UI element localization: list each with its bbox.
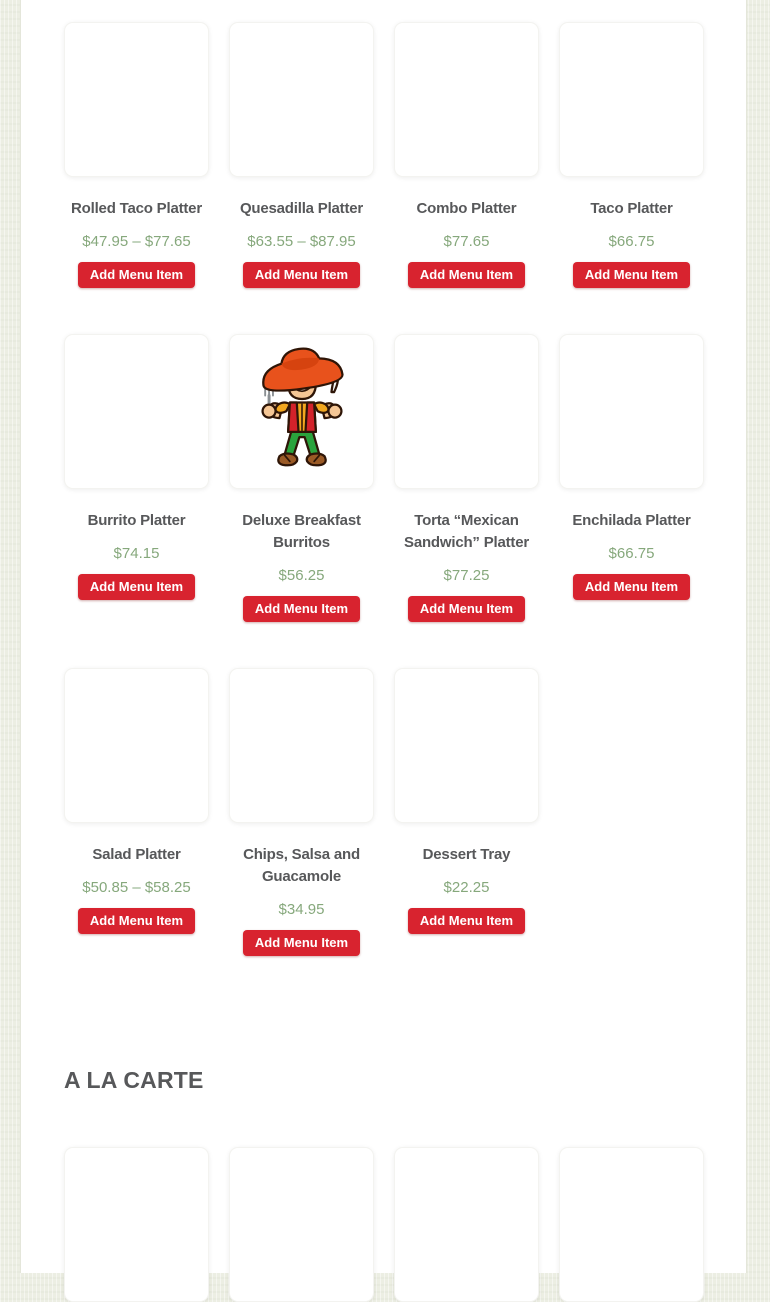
product-image-placeholder[interactable] <box>394 22 539 177</box>
product-title[interactable]: Taco Platter <box>590 200 673 217</box>
menu-section <box>64 1065 704 1302</box>
section-heading-a-la-carte: A LA CARTE <box>64 1067 204 1093</box>
product-price: $66.75 <box>608 545 655 562</box>
product-title[interactable]: Quesadilla Platter <box>239 200 364 217</box>
product-card <box>394 668 539 934</box>
add-menu-item-button[interactable]: Add Menu Item <box>408 908 525 934</box>
product-image-placeholder[interactable] <box>394 334 539 489</box>
product-image-mascot[interactable] <box>229 334 374 489</box>
add-menu-item-button[interactable]: Add Menu Item <box>573 262 690 288</box>
product-card <box>394 1147 539 1302</box>
product-title[interactable]: Deluxe Breakfast Burritos <box>242 512 361 551</box>
product-title[interactable]: Salad Platter <box>92 846 181 863</box>
add-menu-item-button[interactable]: Add Menu Item <box>243 596 360 622</box>
add-menu-item-button[interactable]: Add Menu Item <box>408 596 525 622</box>
product-title[interactable]: Combo Platter <box>416 200 517 217</box>
product-price: $63.55 – $87.95 <box>247 233 356 250</box>
add-menu-item-button[interactable]: Add Menu Item <box>78 574 195 600</box>
product-card <box>229 22 374 288</box>
product-price: $50.85 – $58.25 <box>82 879 191 896</box>
product-image-placeholder[interactable] <box>394 668 539 823</box>
product-price: $34.95 <box>278 901 325 918</box>
product-image-placeholder[interactable] <box>394 1147 539 1302</box>
platters-grid <box>64 22 704 956</box>
product-card <box>64 1147 209 1302</box>
product-image-placeholder[interactable] <box>559 334 704 489</box>
product-image-placeholder[interactable] <box>559 1147 704 1302</box>
product-price: $22.25 <box>443 879 490 896</box>
a-la-carte-grid <box>64 1147 704 1302</box>
product-title[interactable]: Dessert Tray <box>422 846 511 863</box>
product-price: $47.95 – $77.65 <box>82 233 191 250</box>
product-price: $56.25 <box>278 567 325 584</box>
product-card <box>394 334 539 622</box>
product-card <box>229 668 374 956</box>
product-card <box>229 334 374 622</box>
product-price: $77.65 <box>443 233 490 250</box>
add-menu-item-button[interactable]: Add Menu Item <box>78 908 195 934</box>
product-image-placeholder[interactable] <box>229 668 374 823</box>
menu-section <box>64 22 704 956</box>
add-menu-item-button[interactable]: Add Menu Item <box>408 262 525 288</box>
product-title[interactable]: Enchilada Platter <box>572 512 691 529</box>
product-title[interactable]: Burrito Platter <box>87 512 186 529</box>
product-price: $77.25 <box>443 567 490 584</box>
product-title[interactable]: Rolled Taco Platter <box>71 200 202 217</box>
product-card <box>229 1147 374 1302</box>
product-card <box>64 668 209 934</box>
add-menu-item-button[interactable]: Add Menu Item <box>243 262 360 288</box>
product-card <box>559 1147 704 1302</box>
product-card <box>394 22 539 288</box>
mexican-chef-mascot-image <box>250 346 354 478</box>
add-menu-item-button[interactable]: Add Menu Item <box>573 574 690 600</box>
product-price: $66.75 <box>608 233 655 250</box>
product-image-placeholder[interactable] <box>64 1147 209 1302</box>
product-title[interactable]: Chips, Salsa and Guacamole <box>243 846 360 885</box>
product-image-placeholder[interactable] <box>229 22 374 177</box>
product-card <box>64 334 209 600</box>
add-menu-item-button[interactable]: Add Menu Item <box>243 930 360 956</box>
product-image-placeholder[interactable] <box>64 22 209 177</box>
product-image-placeholder[interactable] <box>64 334 209 489</box>
product-price: $74.15 <box>113 545 160 562</box>
product-card <box>559 334 704 600</box>
menu-content-area <box>20 0 747 1273</box>
product-image-placeholder[interactable] <box>559 22 704 177</box>
add-menu-item-button[interactable]: Add Menu Item <box>78 262 195 288</box>
product-image-placeholder[interactable] <box>229 1147 374 1302</box>
product-image-placeholder[interactable] <box>64 668 209 823</box>
product-title[interactable]: Torta “Mexican Sandwich” Platter <box>404 512 529 551</box>
product-card <box>64 22 209 288</box>
product-card <box>559 22 704 288</box>
